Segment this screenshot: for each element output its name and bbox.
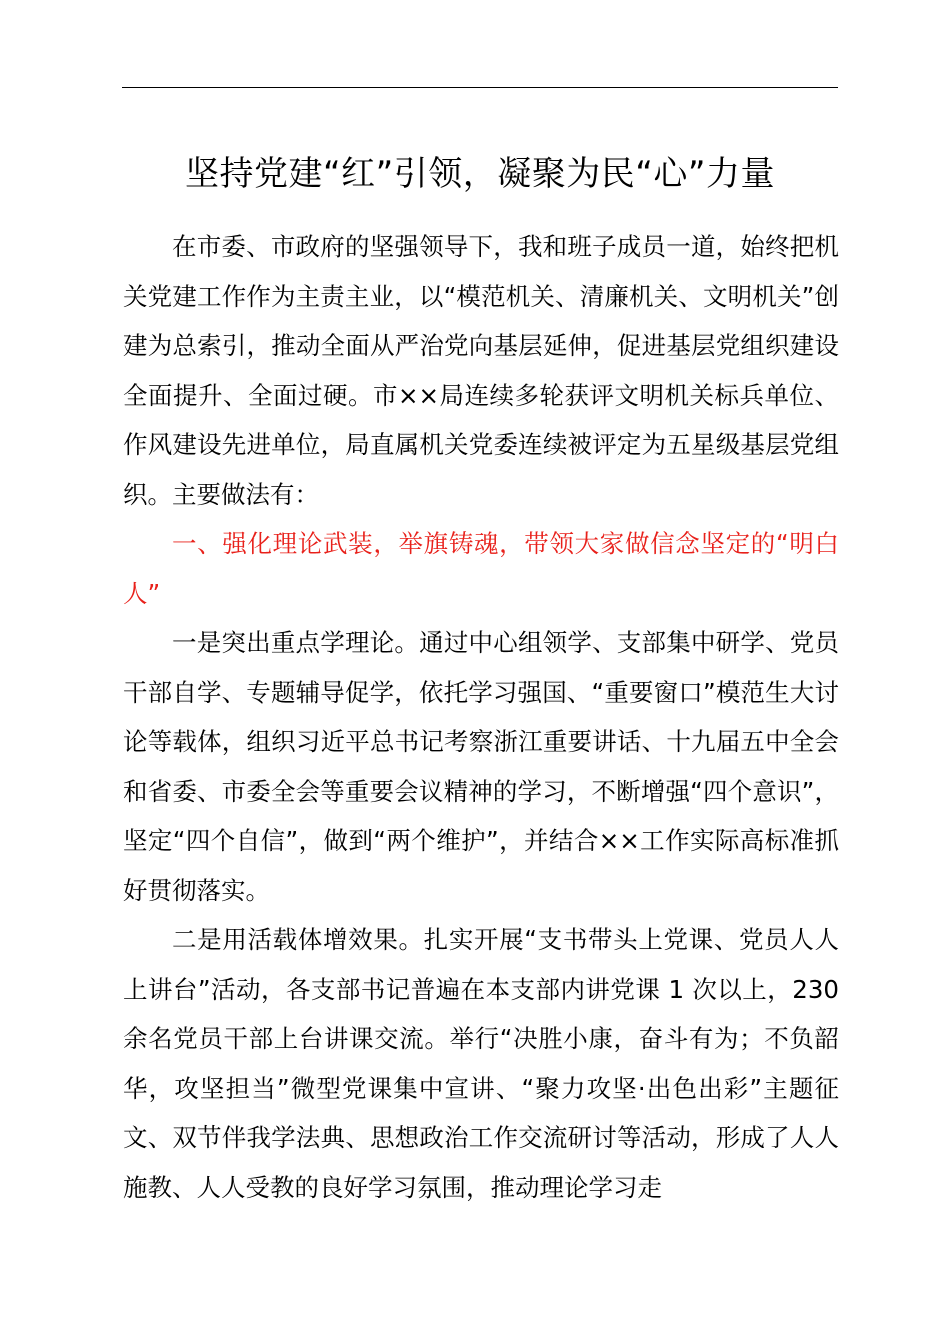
document-title: 坚持党建“红”引领，凝聚为民“心”力量 xyxy=(185,154,775,194)
body-paragraph-2: 二是用活载体增效果。扎实开展“支书带头上党课、党员人人上讲台”活动，各支部书记普遍在本支部内讲党课 1 次以上，230 余名党员干部上台讲课交流。举行“决胜小康，奋斗有为；不负韶华，攻坚担当”微型党课集中宣讲、“聚力攻坚·出色出彩”主题征文、双节伴我学法典、思想政治工作交流研讨等活动，形成了人人施教、人人受教的良好学习氛围，推动理论学习走 xyxy=(123,925,839,1202)
body-paragraph-1: 一是突出重点学理论。通过中心组领学、支部集中研学、党员干部自学、专题辅导促学，依托学习强国、“重要窗口”模范生大讨论等载体，组织习近平总书记考察浙江重要讲话、十九届五中全会和省委、市委全会等重要会议精神的学习，不断增强“四个意识”，坚定“四个自信”，做到“两个维护”，并结合××工作实际高标准抓好贯彻落实。 xyxy=(123,628,839,905)
document-body xyxy=(123,222,839,1212)
section-heading-1: 一、强化理论武装，举旗铸魂，带领大家做信念坚定的“明白人” xyxy=(123,529,839,608)
intro-paragraph: 在市委、市政府的坚强领导下，我和班子成员一道，始终把机关党建工作作为主责主业，以“模范机关、清廉机关、文明机关”创建为总索引，推动全面从严治党向基层延伸，促进基层党组织建设全面提升、全面过硬。市××局连续多轮获评文明机关标兵单位、作风建设先进单位，局直属机关党委连续被评定为五星级基层党组织。主要做法有： xyxy=(123,232,839,509)
header-rule xyxy=(122,87,838,88)
